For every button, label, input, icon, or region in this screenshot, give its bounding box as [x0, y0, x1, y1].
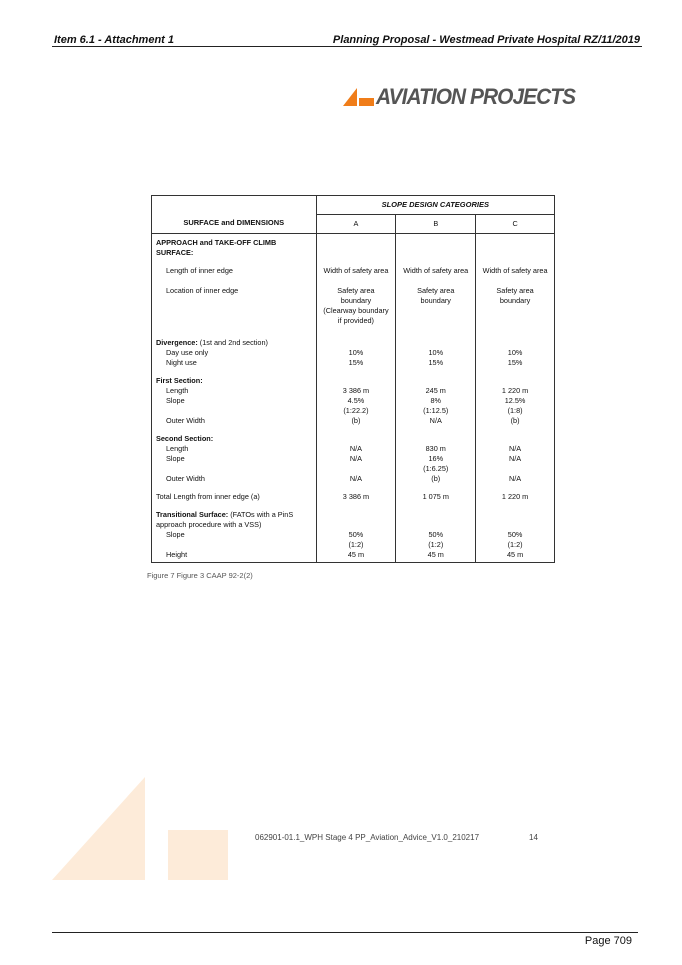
surface-dimensions-header: SURFACE and DIMENSIONS	[152, 196, 317, 234]
table-row: Outer Width N/A (b) N/A	[152, 474, 555, 484]
inner-page-number: 14	[529, 833, 538, 842]
aviation-projects-logo-icon	[343, 86, 375, 112]
table-row: Divergence: (1st and 2nd section)	[152, 326, 555, 348]
column-a-header: A	[316, 215, 396, 234]
table-row: Second Section:	[152, 426, 555, 444]
table-row: Day use only 10% 10% 10%	[152, 348, 555, 358]
column-c-header: C	[476, 215, 555, 234]
table-row: Slope N/A 16% N/A	[152, 454, 555, 464]
table-row: Height 45 m 45 m 45 m	[152, 550, 555, 563]
header-rule	[52, 46, 642, 47]
document-code: 062901-01.1_WPH Stage 4 PP_Aviation_Advice_V1.0_210217	[255, 833, 480, 842]
table-row: Location of inner edge Safety area boundary (Clearway boundary if provided) Safety area boundary Safety area boundary	[152, 278, 555, 326]
header-item: Item 6.1 - Attachment 1	[54, 34, 175, 46]
figure-caption: Figure 7 Figure 3 CAAP 92-2(2)	[147, 571, 253, 580]
table-row: Length of inner edge Width of safety area Width of safety area Width of safety area	[152, 258, 555, 278]
slope-categories-header: SLOPE DESIGN CATEGORIES	[316, 196, 554, 215]
table-row: (1:6.25)	[152, 464, 555, 474]
table-row: First Section:	[152, 368, 555, 386]
logo-text: AVIATION PROJECTS	[376, 84, 576, 109]
table-row: Night use 15% 15% 15%	[152, 358, 555, 368]
table-row: Slope 4.5% 8% 12.5%	[152, 396, 555, 406]
header-title: Planning Proposal - Westmead Private Hospital RZ/11/2019	[332, 34, 640, 46]
watermark-logo-icon	[50, 775, 230, 885]
table-row: Slope 50% 50% 50%	[152, 530, 555, 540]
table-row: APPROACH and TAKE-OFF CLIMB SURFACE:	[152, 234, 555, 259]
table-row: Length 3 386 m 245 m 1 220 m	[152, 386, 555, 396]
table-row: Total Length from inner edge (a) 3 386 m 1 075 m 1 220 m	[152, 484, 555, 502]
slope-design-table	[151, 195, 555, 563]
page-number: Page 709	[584, 935, 632, 947]
column-b-header: B	[396, 215, 476, 234]
table-row: Length N/A 830 m N/A	[152, 444, 555, 454]
table-row: (1:22.2) (1:12.5) (1:8)	[152, 406, 555, 416]
table-row: Outer Width (b) N/A (b)	[152, 416, 555, 426]
table-row: (1:2) (1:2) (1:2)	[152, 540, 555, 550]
table-row: Transitional Surface: (FATOs with a PinS approach procedure with a VSS)	[152, 502, 555, 530]
footer-rule	[52, 932, 638, 933]
